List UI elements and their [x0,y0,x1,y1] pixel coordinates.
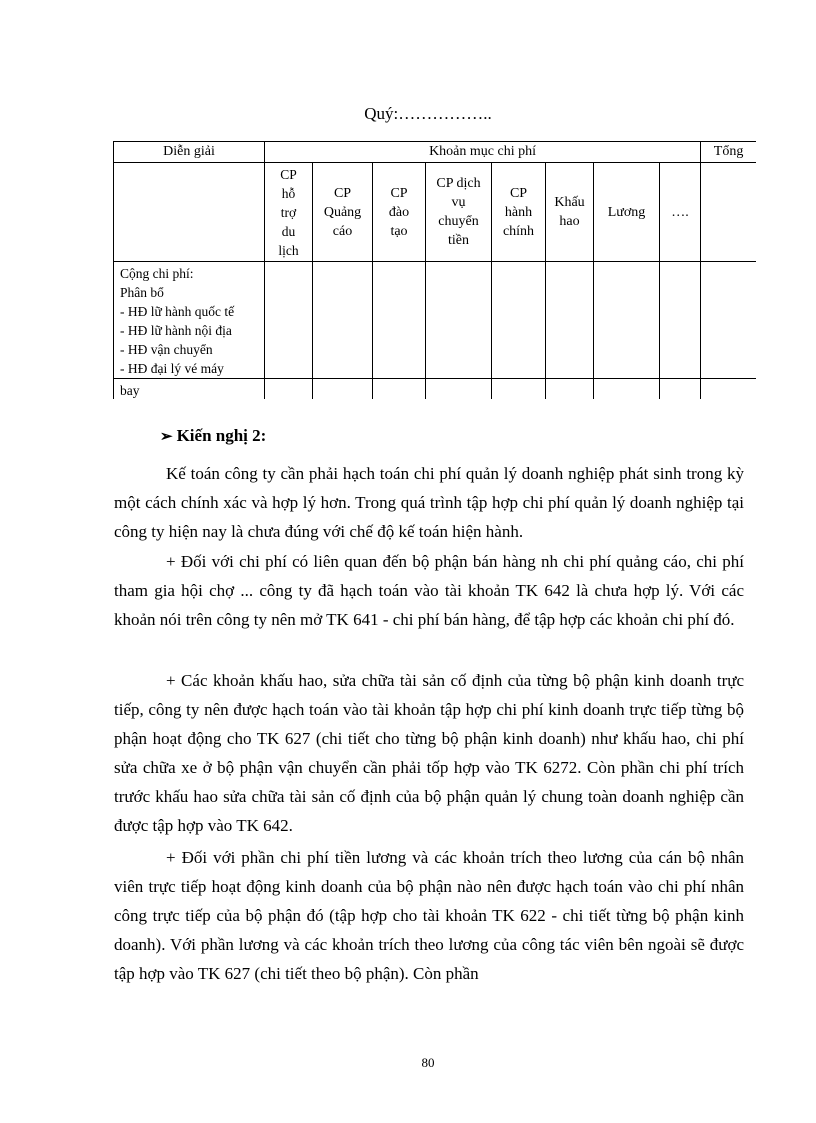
table-subheader-row [114,163,757,262]
table-cell [265,379,313,400]
table-cell [426,379,492,400]
header-total: Tổng [701,142,756,163]
table-cell [492,262,546,379]
paragraph-text: + Đối với phần chi phí tiền lương và các khoản trích theo lương của cán bộ nhân viên trực tiếp hoạt động kinh doanh của bộ phận nào nên được hạch toán vào chi phí nhân công trực tiếp của bộ phận đó (tập hợp cho tài khoản TK 622 - chi tiết từng bộ phận kinh doanh). Với phần lương và các khoản trích theo lương của công tác viên bên ngoài sẽ được tập hợp vào TK 627 (chi tiết theo bộ phận). Còn phần [114,848,744,983]
table-cell [426,262,492,379]
row-label: - HĐ lữ hành quốc tế [120,304,235,319]
cost-table-container [113,141,756,399]
table-cell [265,262,313,379]
row-label: Cộng chi phí: [120,266,194,281]
column-header: CP dịch vụ chuyển tiền [426,163,492,262]
header-desc: Diễn giải [114,142,265,163]
paragraph-text: + Đối với chi phí có liên quan đến bộ phận bán hàng nh chi phí quảng cáo, chi phí tham gia hội chợ ... công ty đã hạch toán vào tài khoản TK 642 là chưa hợp lý. Với các khoản nói trên công ty nên mở TK 641 - chi phí bán hàng, để tập hợp các khoản chi phí đó. [114,552,744,629]
table-cell [313,262,373,379]
table-cell [701,379,756,400]
row-label: - HĐ đại lý vé máy [120,361,224,376]
table-cell [701,262,756,379]
column-header: CP đào tạo [373,163,426,262]
table-row [114,262,757,379]
paragraph [114,459,744,546]
row-label: - HĐ lữ hành nội địa [120,323,232,338]
quarter-label: Quý:…………….. [364,104,492,123]
table-cell [594,262,660,379]
table-cell [660,262,701,379]
table-cell [594,379,660,400]
table-cell [660,379,701,400]
table-cell [373,379,426,400]
subheader-empty [114,163,265,262]
paragraph-text: Kế toán công ty cần phải hạch toán chi phí quản lý doanh nghiệp phát sinh trong kỳ một cách chính xác và hợp lý hơn. Trong quá trình tập hợp chi phí quản lý doanh nghiệp tại công ty hiện nay là chưa đúng với chế độ kế toán hiện hành. [114,464,744,541]
row-label: - HĐ vận chuyển [120,342,213,357]
row-label: Phân bổ [120,285,164,300]
paragraph-text: + Các khoản khấu hao, sửa chữa tài sản cố định của từng bộ phận kinh doanh trực tiếp, công ty nên được hạch toán vào tài khoản tập hợp chi phí kinh doanh trực tiếp từng bộ phận hoạt động cho TK 627 (chi tiết cho từng bộ phận kinh doanh) như khấu hao, chi phí sửa chữa xe ở bộ phận vận chuyển cần phải tốp hợp vào TK 6272. Còn phần chi phí trích trước khấu hao sửa chữa tài sản cố định của bộ phận quản lý chung toàn doanh nghiệp cần được tập hợp vào TK 642. [114,671,744,835]
table-cell [492,379,546,400]
row-description [114,262,265,379]
column-header: CP hành chính [492,163,546,262]
page-number: 80 [421,1055,435,1070]
column-header: …. [660,163,701,262]
column-header: Khấu hao [546,163,594,262]
table-cell [546,262,594,379]
paragraph [114,843,744,988]
table-row [114,379,757,400]
table-header-row [114,142,757,163]
section-heading [160,426,266,446]
cost-allocation-table [113,141,756,399]
subheader-total-empty [701,163,756,262]
row-description [114,379,265,400]
paragraph [114,666,744,840]
row-label: bay [120,383,140,398]
arrow-bullet-icon: ➢ [160,429,173,445]
paragraph [114,547,744,634]
column-header: Lương [594,163,660,262]
column-header: CP hỗ trợ du lịch [265,163,313,262]
table-cell [373,262,426,379]
column-header: CP Quảng cáo [313,163,373,262]
table-cell [546,379,594,400]
heading-text: Kiến nghị 2: [176,426,267,445]
table-cell [313,379,373,400]
header-cost-items: Khoản mục chi phí [265,142,701,163]
